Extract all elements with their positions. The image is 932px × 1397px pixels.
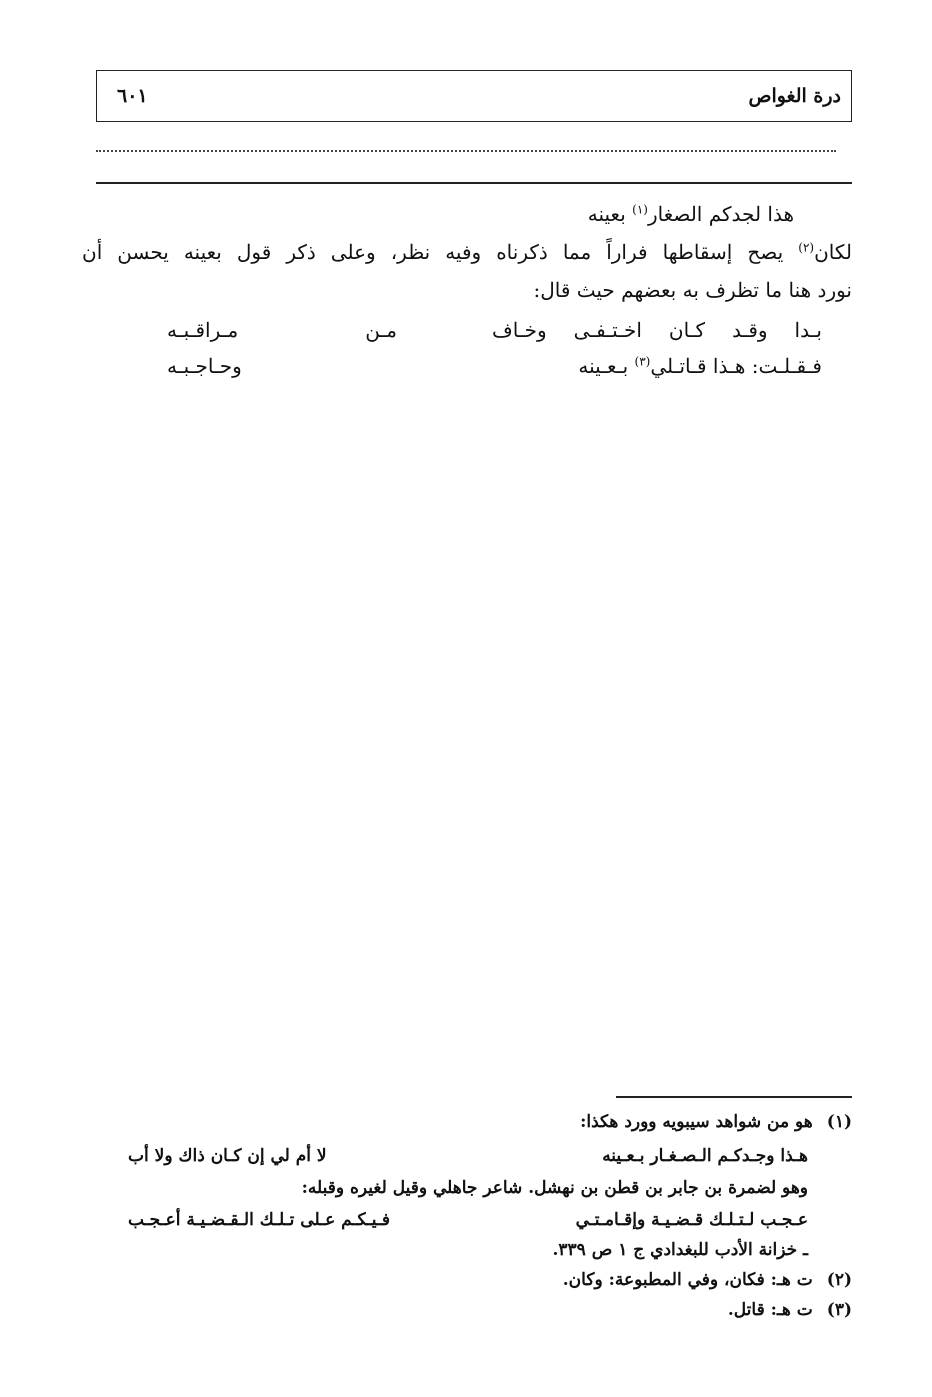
footnote-rule: [616, 1096, 852, 1098]
body-line-1: هذا لجدكم الصغار$^{(١)}$ بعينه: [587, 202, 794, 226]
verse-line-1: [122, 318, 822, 348]
verse-2-second-hemistich: وحـاجـبـه: [167, 354, 242, 378]
footnote-1-number: (١): [826, 1112, 852, 1132]
footnote-3: (٣)ت هـ: قاتل.: [727, 1300, 852, 1320]
footnote-ref-1: (١): [632, 202, 648, 217]
page-number: ٦٠١: [117, 85, 148, 107]
footnote-2-number: (٢): [826, 1270, 852, 1290]
footnote-3-number: (٣): [826, 1300, 852, 1320]
header-title: درة الغواص: [748, 85, 841, 107]
footnote-1-verse-1: هـذا وجـدكـم الـصـغـار بـعـينه لا أم لي إن كـان ذاك ولا أب: [128, 1146, 808, 1166]
footnote-1: (١)هو من شواهد سيبويه وورد هكذا:: [580, 1112, 852, 1132]
running-header: [96, 70, 852, 122]
footnote-ref-3: (٣): [634, 354, 651, 369]
body-line-2: لكان$^{(٢)}$ يصح إسقاطها فراراً مما ذكرناه وفيه نظر، وعلى ذكر قول بعينه يحسن أن: [82, 240, 852, 264]
dotted-separator: [96, 150, 836, 152]
footnote-1-line-5: ـ خزانة الأدب للبغدادي ج ١ ص ٣٣٩.: [552, 1240, 808, 1260]
footnote-2: (٢)ت هـ: فكان، وفي المطبوعة: وكان.: [562, 1270, 852, 1290]
verse-line-2: [122, 354, 822, 384]
footnote-1-verse-2: عـجـب لـتـلـك قـضـيـة وإقـامـتـي فـيـكـم عـلى تـلـك الـقـضـيـة أعـجـب: [128, 1210, 808, 1230]
verse-1-first-hemistich: بـدا وقـد كـان اخـتـفـى وخـاف: [492, 318, 822, 342]
verse-1-second-hemistich: مـن مـراقـبـه: [167, 318, 397, 342]
header-rule: [96, 182, 852, 184]
footnote-ref-2: (٢): [798, 240, 815, 255]
footnote-1-line-3: وهو لضمرة بن جابر بن قطن بن نهشل. شاعر جاهلي وقيل لغيره وقبله:: [301, 1178, 808, 1198]
verse-2-first-hemistich: فـقـلـت: هـذا قـاتـلي$^{(٣)}$ بـعـينه: [578, 354, 822, 378]
body-line-3: نورد هنا ما تظرف به بعضهم حيث قال:: [533, 278, 852, 302]
